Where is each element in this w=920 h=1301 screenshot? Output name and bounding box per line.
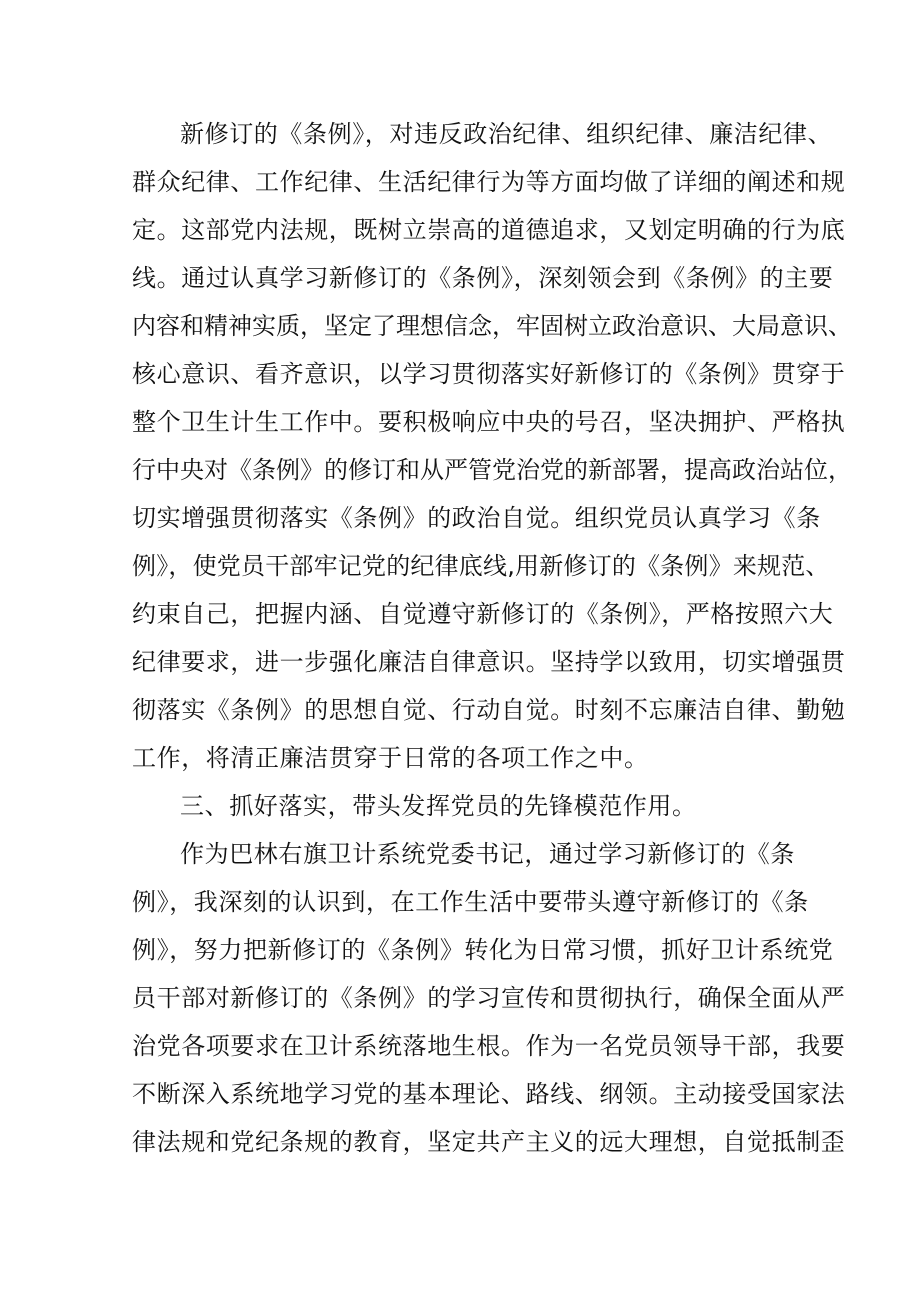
text-line-16: 作为巴林右旗卫计系统党委书记，通过学习新修订的《条 — [180, 840, 795, 868]
text-line-21: 不断深入系统地学习党的基本理论、路线、纲领。主动接受国家法 — [132, 1080, 846, 1108]
text-line-2: 群众纪律、工作纪律、生活纪律行为等方面均做了详细的阐述和规 — [132, 168, 846, 196]
text-line-10: 例》，使党员干部牢记党的纪律底线,用新修订的《条例》来规范、 — [132, 552, 830, 580]
text-line-22: 律法规和党纪条规的教育，坚定共产主义的远大理想，自觉抵制歪 — [132, 1128, 846, 1156]
text-line-3: 定。这部党内法规，既树立崇高的道德追求，又划定明确的行为底 — [132, 216, 846, 244]
text-line-7: 整个卫生计生工作中。要积极响应中央的号召，坚决拥护、严格执 — [132, 408, 846, 436]
text-line-8: 行中央对《条例》的修订和从严管党治党的新部署，提高政治站位， — [132, 456, 852, 484]
text-line-4: 线。通过认真学习新修订的《条例》，深刻领会到《条例》的主要 — [132, 264, 834, 292]
text-line-11: 约束自己，把握内涵、自觉遵守新修订的《条例》，严格按照六大 — [132, 600, 834, 628]
text-line-5: 内容和精神实质，坚定了理想信念，牢固树立政治意识、大局意识、 — [132, 312, 852, 340]
text-line-12: 纪律要求，进一步强化廉洁自律意识。坚持学以致用，切实增强贯 — [132, 648, 846, 676]
text-line-13: 彻落实《条例》的思想自觉、行动自觉。时刻不忘廉洁自律、勤勉 — [132, 696, 846, 724]
text-line-17: 例》，我深刻的认识到，在工作生活中要带头遵守新修订的《条 — [132, 888, 809, 916]
text-line-1: 新修订的《条例》，对违反政治纪律、组织纪律、廉洁纪律、 — [180, 120, 833, 148]
text-line-9: 切实增强贯彻落实《条例》的政治自觉。组织党员认真学习《条 — [132, 504, 821, 532]
section-heading-3: 三、抓好落实，带头发挥党员的先锋模范作用。 — [180, 792, 697, 820]
text-line-18: 例》，努力把新修订的《条例》转化为日常习惯，抓好卫计系统党 — [132, 936, 834, 964]
text-line-6: 核心意识、看齐意识，以学习贯彻落实好新修订的《条例》贯穿于 — [132, 360, 846, 388]
text-line-14: 工作，将清正廉洁贯穿于日常的各项工作之中。 — [132, 744, 649, 772]
text-line-19: 员干部对新修订的《条例》的学习宣传和贯彻执行，确保全面从严 — [132, 984, 846, 1012]
text-line-20: 治党各项要求在卫计系统落地生根。作为一名党员领导干部，我要 — [132, 1032, 846, 1060]
